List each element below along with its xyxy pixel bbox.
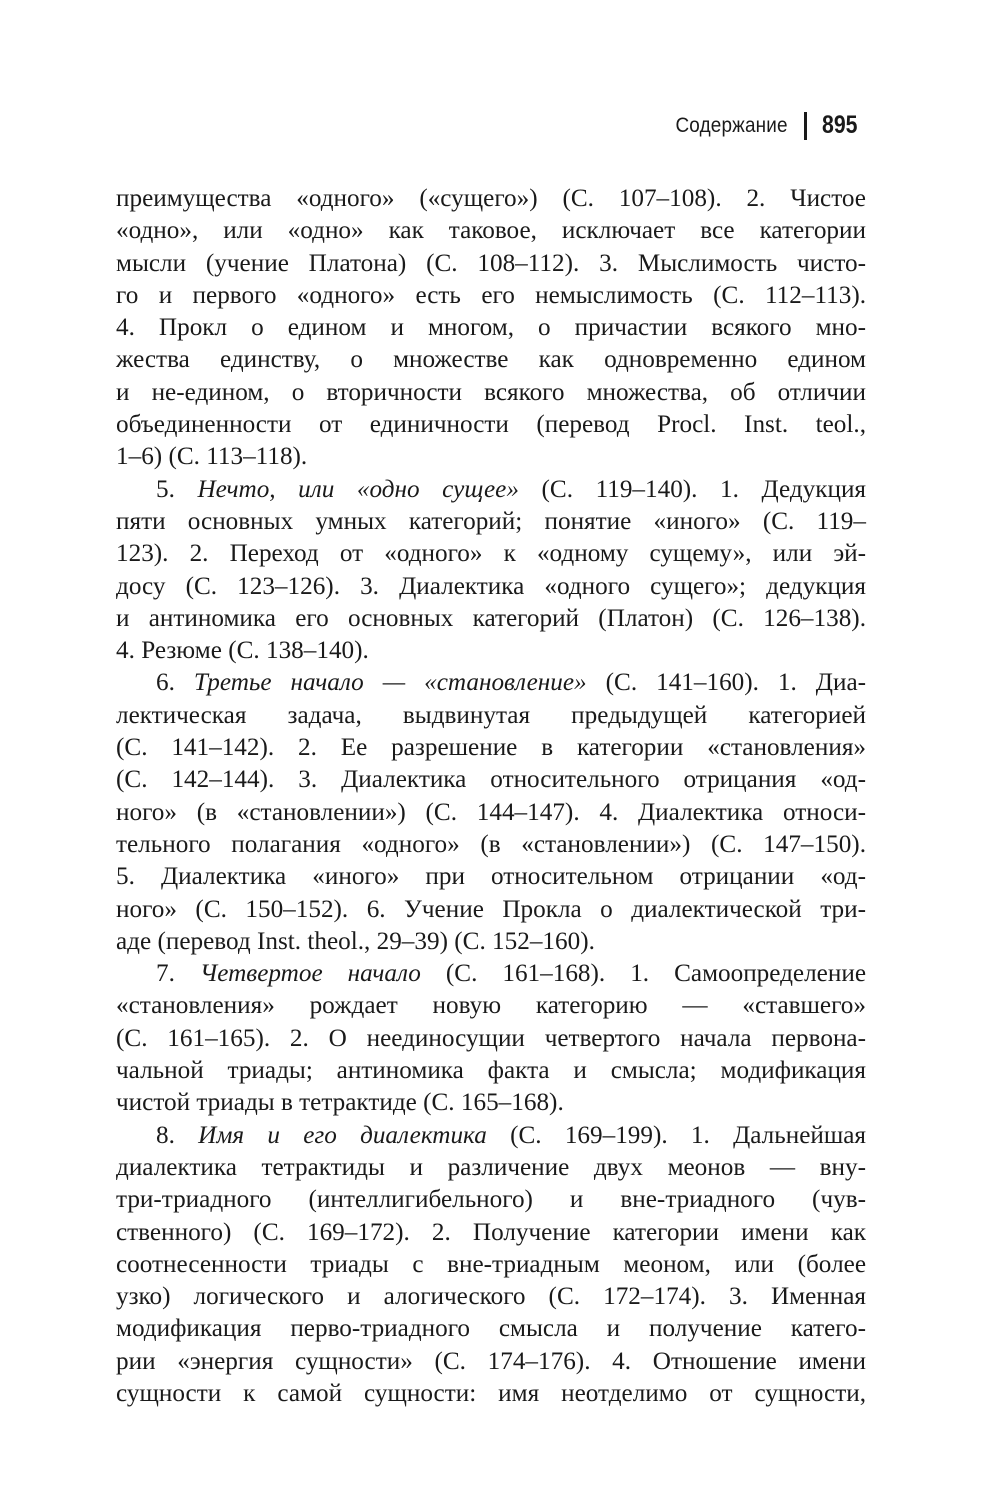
text-line: узко) логического и алогического (С. 172–174). 3. Именная: [116, 1283, 866, 1311]
header-divider: [804, 112, 807, 140]
section-title: Нечто, или «одно сущее»: [197, 475, 519, 503]
text-line: «одно», или «одно» как таковое, исключает все категории: [116, 217, 866, 245]
section-title: Третье начало — «становление»: [193, 669, 587, 697]
text-line: объединенности от единичности (перевод Procl. Inst. teol.,: [116, 411, 866, 439]
text-line: модификация перво-триадного смысла и получение катего-: [116, 1315, 866, 1343]
section-title: Четвертое начало: [199, 960, 421, 988]
text-line: 5. Диалектика «иного» при относительном отрицании «од-: [116, 863, 866, 891]
text-line: три-триадного (интеллигибельного) и вне-триадного (чув-: [116, 1186, 866, 1214]
text-line: чистой триады в тетрактиде (С. 165–168).: [116, 1089, 564, 1117]
text-line: ного» (в «становлении») (С. 144–147). 4. Диалектика относи-: [116, 798, 866, 826]
text-line: тельного полагания «одного» (в «становлении») (С. 147–150).: [116, 830, 866, 858]
text-line: пяти основных умных категорий; понятие «иного» (С. 119–: [116, 507, 866, 535]
text-line: рии «энергия сущности» (С. 174–176). 4. Отношение имени: [116, 1347, 866, 1375]
text-line: (С. 161–165). 2. О неединосущии четвертого начала первона-: [116, 1024, 866, 1052]
text-line: (С. 142–144). 3. Диалектика относительного отрицания «од-: [116, 766, 866, 794]
text-line: 1–6) (С. 113–118).: [116, 443, 308, 471]
text-line: диалектика тетрактиды и различение двух меонов — вну-: [116, 1153, 866, 1181]
text-line: 4. Прокл о едином и многом, о причастии всякого мно-: [116, 314, 866, 342]
text-line: сущности к самой сущности: имя неотделимо от сущности,: [116, 1379, 866, 1407]
page-number: 895: [822, 111, 858, 139]
text-fragment: (С. 161–168). 1. Самоопределение: [445, 960, 866, 988]
paragraph-number: 8.: [156, 1121, 175, 1149]
section-title: Имя и его диалектика: [198, 1121, 487, 1149]
text-line: преимущества «одного» («сущего») (С. 107–108). 2. Чистое: [116, 185, 866, 212]
text-line: мысли (учение Платона) (С. 108–112). 3. Мыслимость чисто-: [116, 249, 866, 277]
running-header: [663, 111, 864, 140]
text-line: ного» (С. 150–152). 6. Учение Прокла о диалектической три-: [116, 895, 866, 923]
text-line: 4. Резюме (С. 138–140).: [116, 637, 369, 665]
text-fragment: (С. 141–160). 1. Диа-: [605, 669, 867, 697]
text-line: и антиномика его основных категорий (Платон) (С. 126–138).: [116, 604, 866, 632]
text-line: соотнесенности триады с вне-триадным меоном, или (более: [116, 1250, 866, 1278]
table-of-contents-text: [116, 183, 866, 1410]
running-header-title: Содержание: [675, 113, 788, 137]
text-line: лектическая задача, выдвинутая предыдущей категорией: [116, 701, 866, 729]
text-line: го и первого «одного» есть его немыслимость (С. 112–113).: [116, 281, 866, 309]
paragraph-8-first-line: [116, 1120, 866, 1152]
paragraph-number: 5.: [156, 475, 175, 503]
text-line: (С. 141–142). 2. Ее разрешение в категории «становления»: [116, 734, 866, 762]
paragraph-number: 7.: [156, 960, 175, 988]
text-line: аде (перевод Inst. theol., 29–39) (С. 152–160).: [116, 927, 595, 955]
text-line: ственного) (С. 169–172). 2. Получение категории имени как: [116, 1218, 866, 1246]
text-line: жества единству, о множестве как одновременно едином: [116, 346, 866, 374]
paragraph-5-first-line: [116, 474, 866, 506]
paragraph-6-first-line: [116, 667, 866, 699]
text-line: чальной триады; антиномика факта и смысла; модификация: [116, 1057, 866, 1085]
paragraph-7-first-line: [116, 958, 866, 990]
text-line: досу (С. 123–126). 3. Диалектика «одного сущего»; дедукция: [116, 572, 866, 600]
text-fragment: (С. 169–199). 1. Дальнейшая: [510, 1121, 867, 1149]
paragraph-number: 6.: [156, 669, 175, 697]
text-line: 123). 2. Переход от «одного» к «одному сущему», или эй-: [116, 540, 866, 568]
text-line: и не-едином, о вторичности всякого множества, об отличии: [116, 378, 866, 406]
text-line: «становления» рождает новую категорию — «ставшего»: [116, 992, 866, 1020]
text-fragment: (С. 119–140). 1. Дедукция: [541, 475, 867, 503]
